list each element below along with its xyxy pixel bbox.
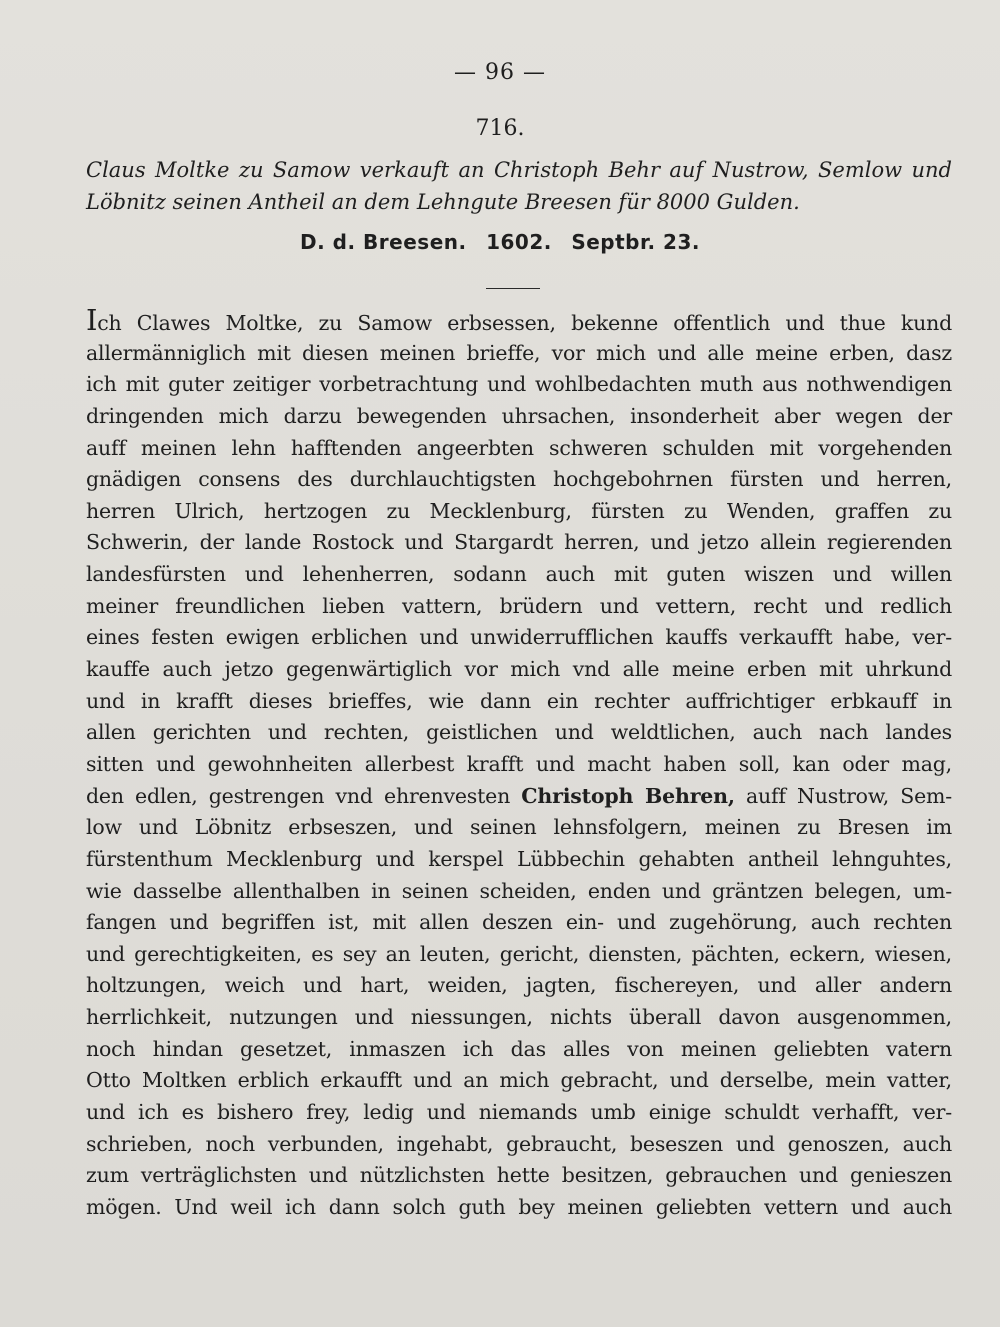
body-line: landesfürsten und lehenherren, sodann auch mit guten wiszen und willen <box>86 562 952 587</box>
body-line: Schwerin, der lande Rostock und Stargardt herren, und jetzo allein regierenden <box>86 530 952 555</box>
document-number: 716. <box>475 116 525 141</box>
body-line: schrieben, noch verbunden, ingehabt, gebraucht, beseszen und genoszen, auch <box>86 1131 952 1156</box>
document-title-line-1: Claus Moltke zu Samow verkauft an Christoph Behr auf Nustrow, Semlow und <box>86 158 952 182</box>
body-line: kauffe auch jetzo gegenwärtiglich vor mich vnd alle meine erben mit uhrkund <box>86 657 952 682</box>
body-line-text: auff Nustrow, Sem- <box>734 783 952 808</box>
body-line: auff meinen lehn hafftenden angeerbten schweren schulden mit vorgehenden <box>86 435 952 460</box>
body-line: low und Löbnitz erbseszen, und seinen lehnsfolgern, meinen zu Bresen im <box>86 815 952 840</box>
body-line-text: den edlen, gestrengen vnd ehrenvesten <box>86 783 522 808</box>
body-line: fangen und begriffen ist, mit allen deszen ein- und zugehörung, auch rechten <box>86 910 952 935</box>
body-line: fürstenthum Mecklenburg und kerspel Lübbechin gehabten antheil lehnguhtes, <box>86 846 952 871</box>
body-line: zum verträglichsten und nützlichsten hette besitzen, gebrauchen und genieszen <box>86 1163 952 1188</box>
body-line: meiner freundlichen lieben vattern, brüdern und vettern, recht und redlich <box>86 593 952 618</box>
document-dating <box>0 230 1000 254</box>
body-line: herren Ulrich, hertzogen zu Mecklenburg, fürsten zu Wenden, graffen zu <box>86 498 952 523</box>
body-line: und ich es bishero frey, ledig und niemands umb einige schuldt verhafft, ver- <box>86 1100 952 1125</box>
body-line: holtzungen, weich und hart, weiden, jagten, fischereyen, und aller andern <box>86 973 952 998</box>
body-line: sitten und gewohnheiten allerbest krafft und macht haben soll, kan oder mag, <box>86 751 952 776</box>
body-line-text: ch Clawes Moltke, zu Samow erbsessen, bekenne offentlich und thue kund <box>97 311 952 335</box>
body-line: Otto Moltken erblich erkaufft und an mich gebracht, und derselbe, mein vatter, <box>86 1068 952 1093</box>
body-line: allermänniglich mit diesen meinen brieffe, vor mich und alle meine erben, dasz <box>86 340 952 365</box>
body-line: ich mit guter zeitiger vorbetrachtung und wohlbedachten muth aus nothwendigen <box>86 372 952 397</box>
dating-year: 1602. <box>486 230 552 254</box>
body-line <box>86 303 952 338</box>
document-body <box>86 303 952 1224</box>
body-line: und in krafft dieses brieffes, wie dann ein rechter auffrichtiger erbkauff in <box>86 688 952 713</box>
body-line: dringenden mich darzu bewegenden uhrsachen, insonderheit aber wegen der <box>86 403 952 428</box>
body-line: mögen. Und weil ich dann solch guth bey meinen geliebten vettern und auch <box>86 1194 952 1219</box>
dating-place: D. d. Breesen. <box>300 230 467 254</box>
page-number: — 96 — <box>454 60 546 85</box>
body-line <box>86 781 952 813</box>
document-title-line-2: Löbnitz seinen Antheil an dem Lehngute Breesen für 8000 Gulden. <box>86 190 800 214</box>
dating-day: Septbr. 23. <box>571 230 700 254</box>
body-line: eines festen ewigen erblichen und unwiderrufflichen kauffs verkaufft habe, ver- <box>86 625 952 650</box>
body-line: wie dasselbe allenthalben in seinen scheiden, enden und gräntzen belegen, um- <box>86 878 952 903</box>
body-line: herrlichkeit, nutzungen und niessungen, nichts überall davon ausgenommen, <box>86 1005 952 1030</box>
body-line: allen gerichten und rechten, geistlichen und weldtlichen, auch nach landes <box>86 720 952 745</box>
initial-letter: I <box>86 303 98 337</box>
document-title <box>86 154 952 218</box>
highlighted-name: Christoph Behren, <box>521 783 735 808</box>
body-line: gnädigen consens des durchlauchtigsten hochgebohrnen fürsten und herren, <box>86 467 952 492</box>
body-line: noch hindan gesetzet, inmaszen ich das alles von meinen geliebten vatern <box>86 1036 952 1061</box>
section-divider <box>486 288 540 289</box>
body-line: und gerechtigkeiten, es sey an leuten, gericht, diensten, pächten, eckern, wiesen, <box>86 941 952 966</box>
